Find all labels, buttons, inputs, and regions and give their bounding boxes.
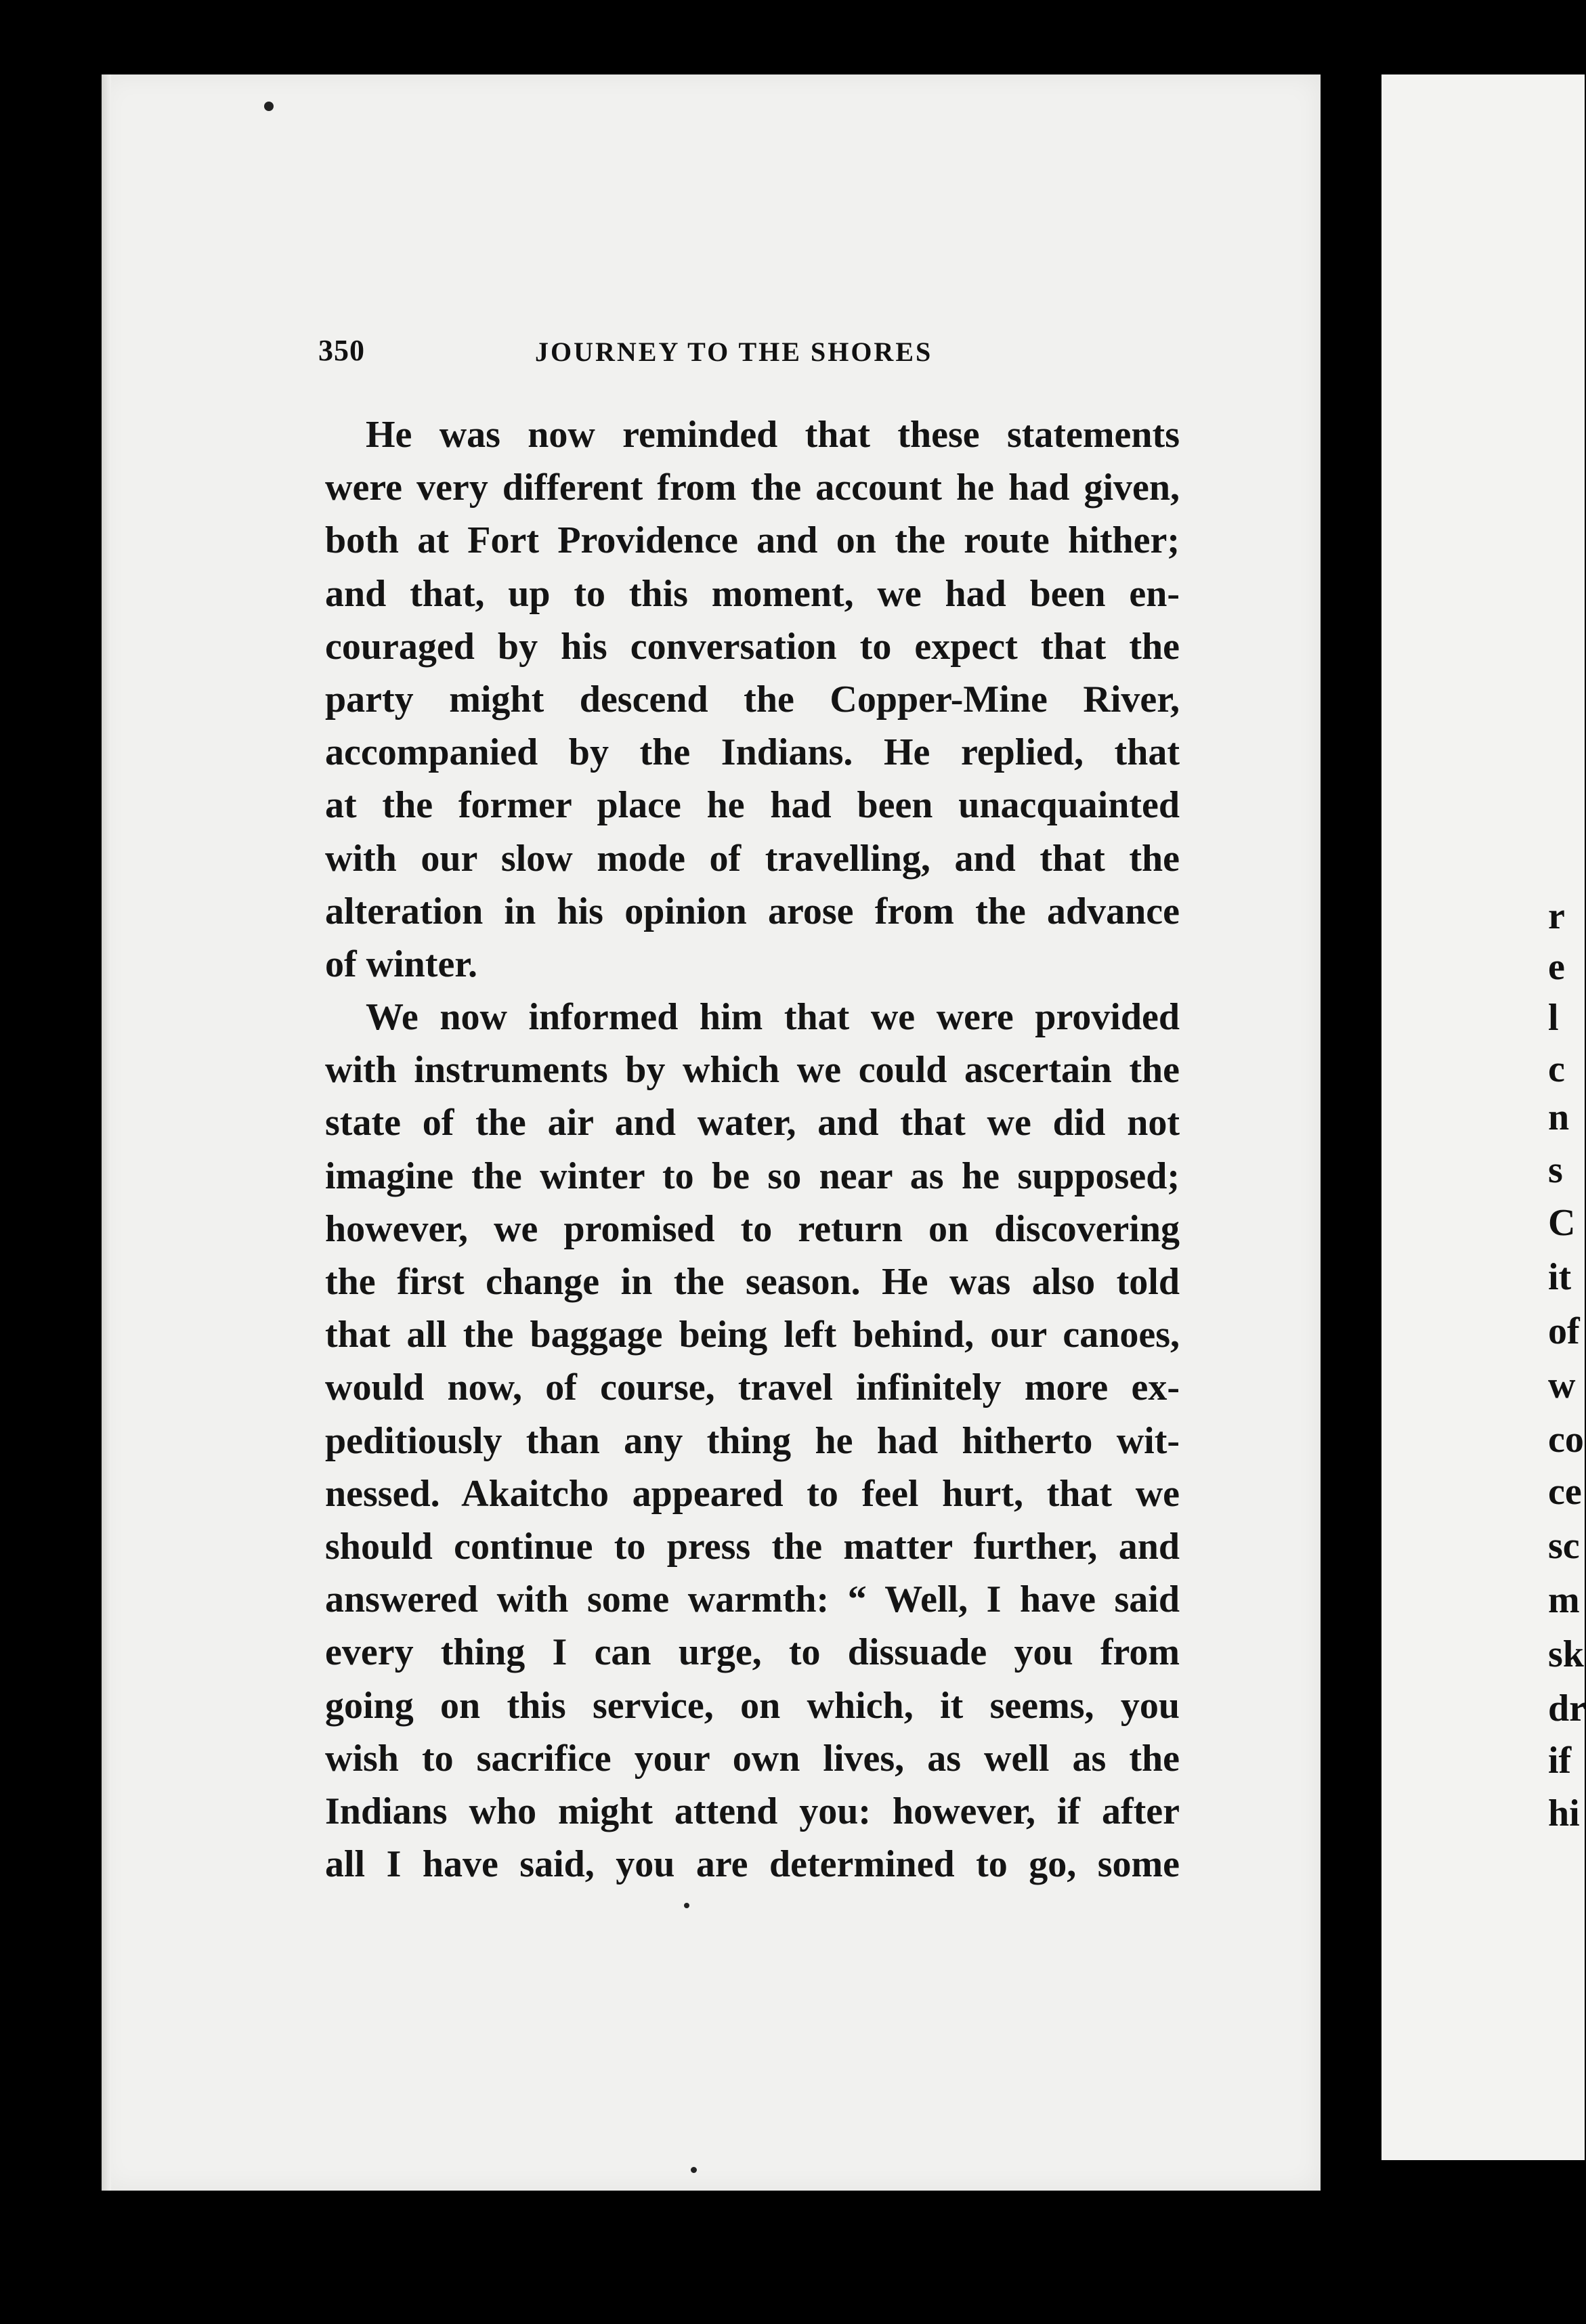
text-line: party might descend the Copper-Mine River, xyxy=(325,678,1180,720)
next-page-fragment: n xyxy=(1548,1096,1570,1138)
next-page-fragment: if xyxy=(1548,1740,1572,1782)
page-number: 350 xyxy=(318,334,365,367)
text-line: with our slow mode of travelling, and that the xyxy=(325,837,1180,880)
next-page-fragment: co xyxy=(1548,1419,1584,1461)
text-line: with instruments by which we could ascertain the xyxy=(325,1049,1180,1092)
text-line: wish to sacrifice your own lives, as well as the xyxy=(325,1737,1180,1780)
page-header xyxy=(318,333,1178,374)
next-page-fragment: m xyxy=(1548,1579,1580,1621)
running-head: JOURNEY TO THE SHORES xyxy=(535,337,933,367)
dust-speck xyxy=(264,102,274,111)
text-line: every thing I can urge, to dissuade you from xyxy=(325,1631,1180,1674)
next-page-fragment: C xyxy=(1548,1202,1576,1244)
dust-speck xyxy=(691,2167,697,2173)
next-page-fragment: dr xyxy=(1548,1687,1586,1729)
text-line: nessed. Akaitcho appeared to feel hurt, that we xyxy=(325,1472,1180,1515)
next-page-fragment: e xyxy=(1548,946,1565,988)
text-line: He was now reminded that these statements xyxy=(366,414,1180,456)
text-line: We now informed him that we were provided xyxy=(366,996,1180,1039)
book-page-right-edge xyxy=(1381,74,1585,2160)
body-text xyxy=(325,408,1180,1891)
text-line: should continue to press the matter further, and xyxy=(325,1525,1180,1568)
text-line: of winter. xyxy=(325,943,478,985)
text-line: answered with some warmth: “ Well, I have said xyxy=(325,1578,1180,1621)
dust-speck xyxy=(684,1903,689,1908)
text-line: all I have said, you are determined to go, some xyxy=(325,1843,1180,1886)
text-line: both at Fort Providence and on the route hither; xyxy=(325,519,1180,562)
next-page-fragment: hi xyxy=(1548,1792,1580,1834)
text-line: the first change in the season. He was also told xyxy=(325,1261,1180,1303)
text-line: however, we promised to return on discovering xyxy=(325,1207,1180,1250)
text-line: were very different from the account he had given, xyxy=(325,467,1180,509)
text-line: that all the baggage being left behind, our canoes, xyxy=(325,1314,1180,1356)
text-line: accompanied by the Indians. He replied, that xyxy=(325,731,1180,774)
text-line: going on this service, on which, it seems, you xyxy=(325,1684,1180,1727)
next-page-fragment: c xyxy=(1548,1048,1565,1090)
text-line: imagine the winter to be so near as he supposed; xyxy=(325,1155,1180,1197)
next-page-fragment: s xyxy=(1548,1149,1563,1191)
text-line: peditiously than any thing he had hitherto wit- xyxy=(325,1419,1180,1462)
paragraph xyxy=(325,991,1180,1891)
next-page-fragment: sk xyxy=(1548,1633,1584,1675)
next-page-fragment: r xyxy=(1548,895,1565,937)
text-line: state of the air and water, and that we did not xyxy=(325,1102,1180,1144)
text-line: and that, up to this moment, we had been en- xyxy=(325,572,1180,615)
text-line: at the former place he had been unacquainted xyxy=(325,784,1180,827)
next-page-fragment: it xyxy=(1548,1256,1572,1298)
next-page-fragment: sc xyxy=(1548,1525,1580,1567)
text-line: couraged by his conversation to expect that the xyxy=(325,625,1180,668)
paragraph xyxy=(325,408,1180,991)
text-line: Indians who might attend you: however, if after xyxy=(325,1790,1180,1832)
text-line: alteration in his opinion arose from the advance xyxy=(325,890,1180,932)
next-page-fragment: of xyxy=(1548,1310,1580,1352)
next-page-fragment: w xyxy=(1548,1364,1576,1406)
next-page-fragment: l xyxy=(1548,997,1559,1039)
text-line: would now, of course, travel infinitely more ex- xyxy=(325,1367,1180,1409)
next-page-fragment: ce xyxy=(1548,1471,1582,1513)
